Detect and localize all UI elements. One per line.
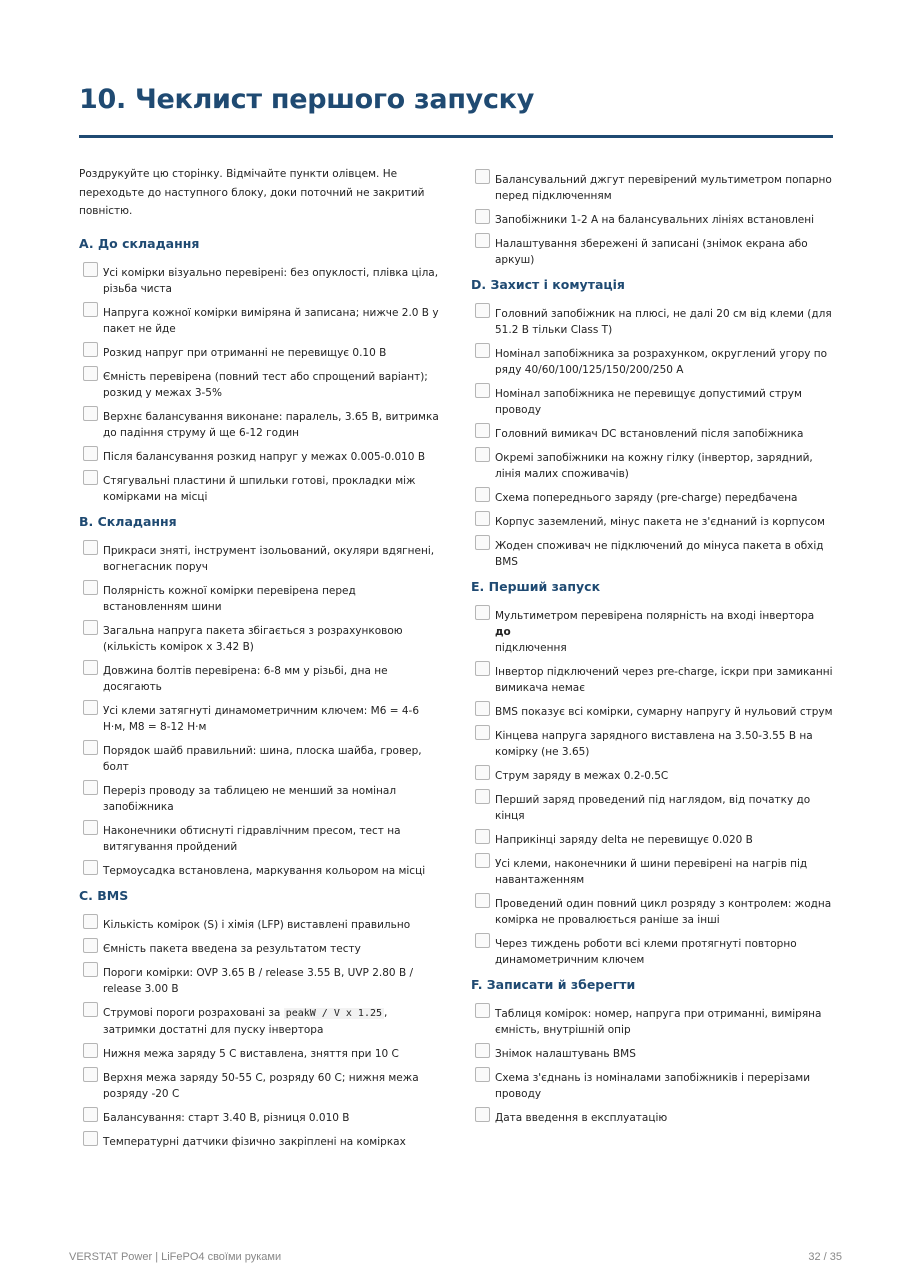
checkbox[interactable] bbox=[475, 447, 490, 462]
checklist-item-text: Усі клеми, наконечники й шини перевірені на нагрів під навантаженням bbox=[495, 858, 808, 886]
checkbox[interactable] bbox=[475, 343, 490, 358]
checklist-item bbox=[471, 608, 833, 656]
checkbox[interactable] bbox=[475, 605, 490, 620]
checklist-item bbox=[471, 306, 833, 338]
checkbox[interactable] bbox=[83, 780, 98, 795]
checkbox[interactable] bbox=[83, 262, 98, 277]
checkbox[interactable] bbox=[475, 1107, 490, 1122]
checklist-item-text: Перший заряд проведений під наглядом, від початку до кінця bbox=[495, 794, 811, 822]
right-column bbox=[471, 172, 833, 1134]
checklist-item bbox=[79, 473, 441, 505]
checkbox[interactable] bbox=[475, 701, 490, 716]
checklist-item bbox=[471, 896, 833, 928]
checkbox[interactable] bbox=[475, 789, 490, 804]
checklist-item bbox=[471, 514, 833, 530]
checklist-item-text: Верхня межа заряду 50-55 C, розряду 60 C; нижня межа розряду -20 C bbox=[103, 1071, 419, 1100]
checklist-item-text: Запобіжники 1-2 А на балансувальних лініях встановлені bbox=[495, 214, 815, 226]
checklist-item-text: Жоден споживач не підключений до мінуса пакета в обхід BMS bbox=[495, 540, 824, 568]
checklist-item-text: Головний запобіжник на плюсі, не далі 20 см від клеми (для 51.2 В тільки Class T) bbox=[495, 308, 832, 336]
checklist-item-text: Номінал запобіжника за розрахунком, округлений угору по ряду 40/60/100/125/150/200/250 А bbox=[495, 348, 828, 376]
checkbox[interactable] bbox=[83, 342, 98, 357]
section-heading: E. Перший запуск bbox=[471, 579, 601, 594]
checklist-item bbox=[79, 823, 441, 855]
checklist-item bbox=[471, 386, 833, 418]
checklist-item bbox=[471, 704, 833, 720]
checklist-item bbox=[79, 703, 441, 735]
checklist-item bbox=[79, 1046, 441, 1062]
checklist-item-text: Головний вимикач DC встановлений після запобіжника bbox=[495, 428, 804, 440]
checkbox[interactable] bbox=[83, 1002, 98, 1017]
checklist-item-text: Схема попереднього заряду (pre-charge) передбачена bbox=[495, 492, 798, 504]
checklist-item bbox=[471, 236, 833, 268]
checkbox[interactable] bbox=[83, 366, 98, 381]
checklist-item bbox=[79, 265, 441, 297]
checklist-item bbox=[79, 743, 441, 775]
section-heading: D. Захист і комутація bbox=[471, 277, 625, 292]
checklist-item-text: Після балансування розкид напруг у межах 0.005-0.010 В bbox=[103, 450, 426, 463]
emphasis-suffix: підключення bbox=[495, 642, 567, 654]
left-column bbox=[79, 165, 441, 1158]
checklist-item-text: Номінал запобіжника не перевищує допустимий струм проводу bbox=[495, 388, 802, 416]
checkbox[interactable] bbox=[83, 1043, 98, 1058]
checkbox[interactable] bbox=[83, 820, 98, 835]
checklist-item bbox=[471, 490, 833, 506]
checklist-item-text: Окремі запобіжники на кожну гілку (інвертор, зарядний, лінія малих споживачів) bbox=[495, 452, 813, 480]
checklist-item bbox=[79, 1005, 441, 1038]
checklist-item-text: Переріз проводу за таблицею не менший за номінал запобіжника bbox=[103, 784, 397, 813]
checkbox[interactable] bbox=[475, 1003, 490, 1018]
checklist-item-text: Струмові пороги розраховані за peakW / V x 1.25 , затримки достатні для пуску інвертора bbox=[103, 1006, 388, 1036]
checklist-item bbox=[79, 1134, 441, 1150]
checklist-item-text: Налаштування збережені й записані (знімок екрана або аркуш) bbox=[495, 238, 808, 266]
checkbox[interactable] bbox=[475, 383, 490, 398]
checklist-item bbox=[471, 936, 833, 968]
checklist-item bbox=[471, 538, 833, 570]
checklist-item bbox=[471, 1070, 833, 1102]
checkbox[interactable] bbox=[475, 661, 490, 676]
checklist-item-text: Через тиждень роботи всі клеми протягнуті повторно динамометричним ключем bbox=[495, 938, 797, 966]
checkbox[interactable] bbox=[475, 169, 490, 184]
checkbox[interactable] bbox=[475, 725, 490, 740]
checkbox[interactable] bbox=[83, 1131, 98, 1146]
checklist-item-text: Схема з'єднань із номіналами запобіжників і перерізами проводу bbox=[495, 1072, 811, 1100]
checklist-item-text: Мультиметром перевірена полярність на вході інвертора до підключення bbox=[495, 610, 815, 654]
checkbox[interactable] bbox=[83, 660, 98, 675]
checklist-item-text: Ємність пакета введена за результатом тесту bbox=[103, 942, 361, 955]
checkbox[interactable] bbox=[475, 765, 490, 780]
checklist-item bbox=[79, 543, 441, 575]
checkbox[interactable] bbox=[83, 302, 98, 317]
page-title: 10. Чеклист першого запуску bbox=[79, 84, 535, 115]
checklist-item-text: Корпус заземлений, мінус пакета не з'єднаний із корпусом bbox=[495, 516, 825, 528]
checklist-item-text: Розкид напруг при отриманні не перевищує 0.10 В bbox=[103, 346, 387, 359]
checkbox[interactable] bbox=[475, 853, 490, 868]
intro-text: Роздрукуйте цю сторінку. Відмічайте пункти олівцем. Не переходьте до наступного блоку, доки поточний не закритий повністю. bbox=[79, 168, 425, 217]
checklist-item bbox=[79, 623, 441, 655]
footer-doc-title: VERSTAT Power | LiFePO4 своїми руками bbox=[69, 1251, 282, 1263]
checklist-item-text: Загальна напруга пакета збігається з розрахунковою (кількість комірок x 3.42 В) bbox=[103, 624, 403, 653]
checklist-item-text: Полярність кожної комірки перевірена перед встановленням шини bbox=[103, 584, 356, 613]
checkbox[interactable] bbox=[83, 938, 98, 953]
checklist-item-text: Нижня межа заряду 5 C виставлена, зняття при 10 C bbox=[103, 1047, 399, 1060]
checklist-item bbox=[79, 863, 441, 879]
checklist-item bbox=[79, 783, 441, 815]
checklist-item bbox=[471, 1006, 833, 1038]
checkbox[interactable] bbox=[475, 233, 490, 248]
checklist-item bbox=[471, 664, 833, 696]
checklist-item-text: Довжина болтів перевірена: 6-8 мм у різьбі, дна не досягають bbox=[103, 664, 388, 693]
checklist-item-text: Інвертор підключений через pre-charge, іскри при замиканні вимикача немає bbox=[495, 666, 833, 694]
checklist-item-text: Усі клеми затягнуті динамометричним ключем: M6 = 4-6 Н·м, M8 = 8-12 Н·м bbox=[103, 704, 420, 733]
checkbox[interactable] bbox=[475, 893, 490, 908]
checklist-item-text: Балансувальний джгут перевірений мультиметром попарно перед підключенням bbox=[495, 174, 832, 202]
checklist-item-text: Пороги комірки: OVP 3.65 В / release 3.55 В, UVP 2.80 В / release 3.00 В bbox=[103, 966, 414, 995]
checklist-item-text: Проведений один повний цикл розряду з контролем: жодна комірка не провалюється раніше за інші bbox=[495, 898, 832, 926]
checkbox[interactable] bbox=[83, 962, 98, 977]
checklist-item-text: Прикраси зняті, інструмент ізольований, окуляри вдягнені, вогнегасник поруч bbox=[103, 544, 435, 573]
checkbox[interactable] bbox=[83, 860, 98, 875]
checkbox[interactable] bbox=[83, 580, 98, 595]
checkbox[interactable] bbox=[83, 1067, 98, 1082]
checkbox[interactable] bbox=[83, 700, 98, 715]
checklist-item bbox=[471, 792, 833, 824]
checklist-item-text: Знімок налаштувань BMS bbox=[495, 1048, 636, 1060]
checkbox[interactable] bbox=[83, 406, 98, 421]
checklist-item bbox=[79, 583, 441, 615]
checklist-item bbox=[471, 172, 833, 204]
checklist-item-text: Стягувальні пластини й шпильки готові, прокладки між комірками на місці bbox=[103, 474, 416, 503]
checkbox[interactable] bbox=[475, 1043, 490, 1058]
checklist-item bbox=[79, 917, 441, 933]
page-number: 32 / 35 bbox=[808, 1251, 842, 1263]
checklist-item bbox=[471, 212, 833, 228]
checklist-item bbox=[471, 856, 833, 888]
checklist-item-text: Дата введення в експлуатацію bbox=[495, 1112, 668, 1124]
checkbox[interactable] bbox=[475, 423, 490, 438]
checklist-item-text: Температурні датчики фізично закріплені на комірках bbox=[103, 1135, 406, 1148]
checkbox[interactable] bbox=[83, 914, 98, 929]
checkbox[interactable] bbox=[83, 446, 98, 461]
formula-suffix: , затримки достатні для пуску інвертора bbox=[103, 1006, 388, 1036]
checkbox[interactable] bbox=[475, 535, 490, 550]
checklist-item-text: Кількість комірок (S) і хімія (LFP) виставлені правильно bbox=[103, 918, 411, 931]
checklist-item bbox=[471, 768, 833, 784]
emphasis-word: до bbox=[495, 626, 511, 638]
checklist-item-text: Ємність перевірена (повний тест або спрощений варіант); розкид у межах 3-5% bbox=[103, 370, 428, 399]
checklist-item bbox=[471, 832, 833, 848]
checklist-item-text: Усі комірки візуально перевірені: без опуклості, плівка ціла, різьба чиста bbox=[103, 266, 439, 295]
checkbox[interactable] bbox=[475, 511, 490, 526]
checklist-item bbox=[79, 449, 441, 465]
checklist-item-text: BMS показує всі комірки, сумарну напругу й нульовий струм bbox=[495, 706, 833, 718]
checkbox[interactable] bbox=[83, 470, 98, 485]
checklist-item bbox=[471, 450, 833, 482]
checklist-item-text: Балансування: старт 3.40 В, різниця 0.010 В bbox=[103, 1111, 350, 1124]
checklist-item-text: Порядок шайб правильний: шина, плоска шайба, гровер, болт bbox=[103, 744, 422, 773]
checkbox[interactable] bbox=[475, 829, 490, 844]
checklist-item bbox=[471, 1110, 833, 1126]
checkbox[interactable] bbox=[83, 540, 98, 555]
checklist-item-text: Наконечники обтиснуті гідравлічним пресом, тест на витягування пройдений bbox=[103, 824, 401, 853]
checklist-item bbox=[79, 345, 441, 361]
checklist-item-text: Наприкінці заряду delta не перевищує 0.020 В bbox=[495, 834, 753, 846]
checklist-item-text: Таблиця комірок: номер, напруга при отриманні, виміряна ємність, внутрішній опір bbox=[495, 1008, 822, 1036]
checklist-item-text: Напруга кожної комірки виміряна й записана; нижче 2.0 В у пакет не йде bbox=[103, 306, 439, 335]
checklist-item bbox=[471, 346, 833, 378]
checklist-item bbox=[79, 409, 441, 441]
checklist-item bbox=[471, 426, 833, 442]
section-heading: C. BMS bbox=[79, 887, 129, 903]
checklist-item-text: Струм заряду в межах 0.2-0.5C bbox=[495, 770, 669, 782]
checkbox[interactable] bbox=[475, 487, 490, 502]
formula-code: peakW / V x 1.25 bbox=[285, 1007, 383, 1019]
checklist-item bbox=[471, 1046, 833, 1062]
checklist-item bbox=[79, 965, 441, 997]
checkbox[interactable] bbox=[475, 209, 490, 224]
checklist-item-text: Термоусадка встановлена, маркування кольором на місці bbox=[103, 864, 426, 877]
checklist-item bbox=[471, 728, 833, 760]
checklist-item bbox=[79, 941, 441, 957]
title-divider bbox=[79, 135, 833, 138]
section-heading: A. До складання bbox=[79, 235, 200, 251]
section-heading: B. Складання bbox=[79, 513, 177, 529]
checkbox[interactable] bbox=[83, 740, 98, 755]
checklist-item bbox=[79, 305, 441, 337]
checkbox[interactable] bbox=[475, 933, 490, 948]
checkbox[interactable] bbox=[475, 303, 490, 318]
checklist-item bbox=[79, 369, 441, 401]
checklist-item-text: Кінцева напруга зарядного виставлена на 3.50-3.55 В на комірку (не 3.65) bbox=[495, 730, 813, 758]
checkbox[interactable] bbox=[475, 1067, 490, 1082]
checkbox[interactable] bbox=[83, 620, 98, 635]
section-heading: F. Записати й зберегти bbox=[471, 977, 636, 992]
checklist-item bbox=[79, 1110, 441, 1126]
checklist-item bbox=[79, 663, 441, 695]
checkbox[interactable] bbox=[83, 1107, 98, 1122]
checklist-item-text: Верхнє балансування виконане: паралель, 3.65 В, витримка до падіння струму й ще 6-12 годин bbox=[103, 410, 439, 439]
checklist-item bbox=[79, 1070, 441, 1102]
